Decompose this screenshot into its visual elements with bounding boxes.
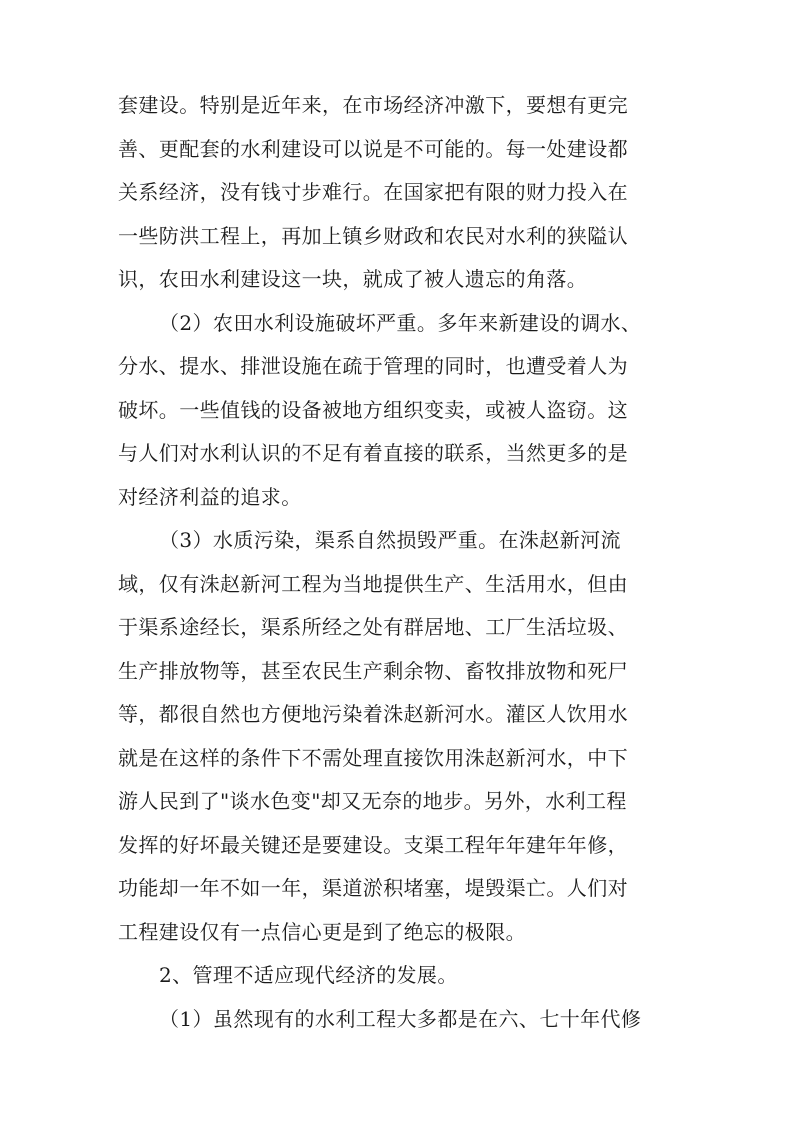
text-line: 功能却一年不如一年，渠道淤积堵塞，堤毁渠亡。人们对 [118, 876, 628, 900]
text-line: 分水、提水、排泄设施在疏于管理的同时，也遭受着人为 [118, 354, 628, 378]
text-line: 套建设。特别是近年来，在市场经济冲激下，要想有更完 [118, 93, 628, 117]
section-heading-line: 2、管理不适应现代经济的发展。 [159, 963, 458, 987]
text-line: 善、更配套的水利建设可以说是不可能的。每一处建设都 [118, 136, 628, 161]
text-line: 域，仅有洙赵新河工程为当地提供生产、生活用水，但由 [118, 571, 628, 596]
text-line: 破坏。一些值钱的设备被地方组织变卖，或被人盗窃。这 [118, 397, 628, 422]
text-line: 工程建设仅有一点信心更是到了绝忘的极限。 [118, 919, 526, 944]
text-line: 于渠系途经长，渠系所经之处有群居地、工厂生活垃圾、 [118, 615, 628, 639]
text-line: 等，都很自然也方便地污染着洙赵新河水。灌区人饮用水 [118, 702, 628, 726]
text-line: 生产排放物等，甚至农民生产剩余物、畜牧排放物和死尸 [118, 658, 628, 683]
text-line: 一些防洪工程上，再加上镇乡财政和农民对水利的狭隘认 [118, 223, 628, 248]
paragraph-start-line: （3）水质污染，渠系自然损毁严重。在洙赵新河流 [159, 528, 621, 552]
text-line: 发挥的好坏最关键还是要建设。支渠工程年年建年年修， [118, 832, 628, 857]
paragraph-start-line: （1）虽然现有的水利工程大多都是在六、七十年代修 [159, 1006, 642, 1031]
text-line: 识，农田水利建设这一块，就成了被人遗忘的角落。 [118, 267, 588, 291]
text-line: 对经济利益的追求。 [118, 484, 302, 509]
text-line: 游人民到了"谈水色变"却又无奈的地步。另外，水利工程 [118, 789, 627, 813]
text-line: 与人们对水利认识的不足有着直接的联系，当然更多的是 [118, 441, 628, 465]
text-line: 就是在这样的条件下不需处理直接饮用洙赵新河水，中下 [118, 745, 628, 770]
paragraph-start-line: （2）农田水利设施破坏严重。多年来新建设的调水、 [159, 310, 642, 335]
text-line: 关系经济，没有钱寸步难行。在国家把有限的财力投入在 [118, 180, 628, 204]
body-text [118, 84, 678, 1041]
